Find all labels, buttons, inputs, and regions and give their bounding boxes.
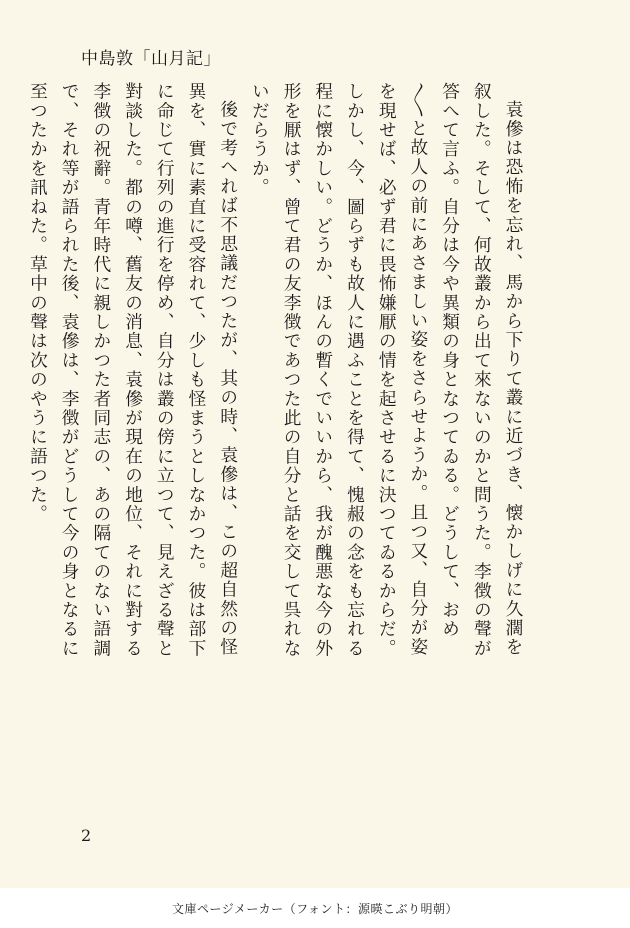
- paragraph: 後で考へれば不思議だつたが、其の時、袁傪は、この超自然の怪異を、實に素直に受容れて、少しも怪まうとしなかつた。彼は部下に命じて行列の進行を停め、自分は叢の傍に立つて、見えざる聲と對談した。都の噂、舊友の消息、袁傪が現在の地位、それに對する李徴の祝辭。青年時代に親しかつた者同志の、あの隔てのない語調で、それ等が語られた後、袁傪は、李徴がどうして今の身となるに至つたかを訊ねた。草中の聲は次のやうに語つた。: [27, 82, 238, 658]
- paragraph: 袁傪は恐怖を忘れ、馬から下りて叢に近づき、懐かしげに久濶を叙した。そして、何故叢から出て來ないのかと問うた。李徴の聲が答へて言ふ。自分は今や異類の身となつてゐる。どうして、おめ〳〵と故人の前にあさましい姿をさらせようか。且つ又、自分が姿を現せば、必ず君に畏怖嫌厭の情を起させるに決つてゐるからだ。しかし、今、圖らずも故人に遇ふことを得て、愧赧の念をも忘れる程に懐かしい。どうか、ほんの暫くでいいから、我が醜悪な今の外形を厭はず、曾て君の友李徴であつた此の自分と話を交して呉れないだらうか。: [249, 82, 523, 658]
- running-header: 中島敦「山月記」: [81, 49, 221, 69]
- footer-credit: 文庫ページメーカー（フォント：源暎こぶり明朝）: [0, 888, 630, 928]
- vertical-body-text: [27, 82, 528, 662]
- page-number: 2: [81, 826, 92, 845]
